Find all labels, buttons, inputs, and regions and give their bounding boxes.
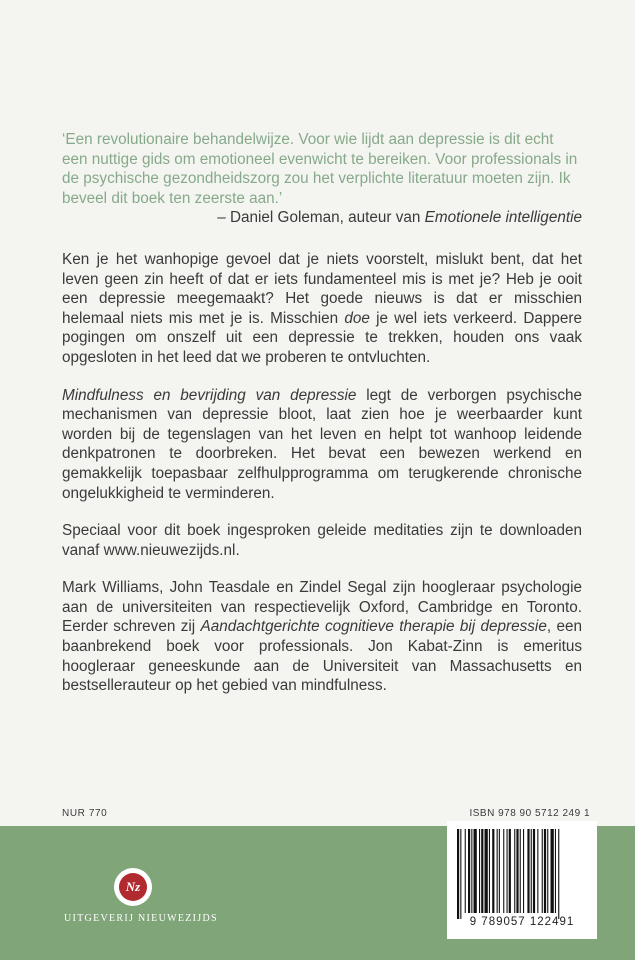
paragraph-intro-part1: Ken je het wanhopige gevoel dat je niets voorstelt, mislukt bent, dat het leven geen zin heeft of dat er iets fundamenteel mis is met je? Heb je ooit een depressie meegemaakt? Het goede nieuws is dat er misschien helemaal niets mis met je is. Misschien [62, 250, 582, 327]
barcode-bar [492, 829, 494, 913]
barcode-bar [468, 829, 470, 913]
body-text [62, 130, 582, 696]
paragraph-download: Speciaal voor dit boek ingesproken geleide meditaties zijn te downloaden vanaf www.nieuwezijds.nl. [62, 522, 582, 559]
barcode-bar [523, 829, 524, 913]
paragraph-description [62, 386, 582, 504]
barcode [447, 821, 597, 939]
barcode-bar [542, 829, 543, 913]
attribution-prefix: – Daniel Goleman, auteur van [217, 209, 425, 227]
barcode-bar [471, 829, 472, 913]
barcode-bar [547, 829, 548, 913]
barcode-bar [531, 829, 532, 913]
barcode-bar [479, 829, 480, 913]
paragraph-intro-emphasis: doe [344, 309, 370, 327]
isbn-label: ISBN 978 90 5712 249 1 [469, 808, 590, 819]
publisher-name: UITGEVERIJ NIEUWEZIJDS [64, 913, 218, 924]
barcode-bar [499, 829, 500, 913]
paragraph-intro [62, 250, 582, 368]
barcode-bar [474, 829, 477, 913]
barcode-bar [485, 829, 488, 913]
quote-attribution [62, 208, 582, 228]
nur-code: NUR 770 [62, 808, 108, 819]
paragraph-authors [62, 578, 582, 696]
barcode-bar [555, 829, 556, 913]
endorsement-quote [62, 130, 582, 228]
paragraph-intro-part2: je wel iets verkeerd. Dappere pogingen om onszelf uit een depressie te trekken, houden ons vaak opgesloten in het leed dat we proberen te ontvluchten. [62, 309, 582, 366]
paragraph-authors-part1: Mark Williams, John Teasdale en Zindel Segal zijn hoogleraar psychologie aan de universiteiten van respectievelijk Oxford, Cambridge en Toronto. Eerder schreven zij [62, 579, 582, 636]
attribution-book-title: Emotionele intelligentie [424, 209, 582, 227]
paragraph-description-text: legt de verborgen psychische mechanismen van depressie bloot, laat zien hoe je weerbaarder kunt worden bij de tegenslagen van het leven en helpt tot wanhoop leidende denkpatronen te doorbreken. Het bevat een bewezen werkend en gemakkelijk toepasbaar zelfhulpprogramma om terugkerende chronische ongelukkigheid te verminderen. [62, 386, 582, 502]
barcode-bar [520, 829, 521, 913]
barcode-bar [544, 829, 546, 913]
barcode-bar [507, 829, 508, 913]
quote-text: ‘Een revolutionaire behandelwijze. Voor wie lijdt aan depressie is dit echt een nuttige gids om emotioneel evenwicht te bereiken. Voor professionals in de psychische gezondheidszorg zou het verplichte literatuur moeten zijn. Ik beveel dit boek ten zeerste aan.’ [62, 131, 578, 207]
barcode-bar [514, 829, 515, 913]
barcode-bar [537, 829, 538, 913]
barcode-bar [558, 829, 559, 919]
barcode-number: 9 789057 122491 [469, 916, 575, 928]
barcode-bar [465, 829, 466, 913]
publisher-logo-icon [114, 868, 152, 906]
barcode-bar [497, 829, 498, 913]
barcode-bar [460, 829, 461, 919]
paragraph-authors-part2: , een baanbrekend boek voor professionals. Jon Kabat-Zinn is emeritus hoogleraar geneeskunde aan de Universiteit van Massachusetts en bestsellerauteur op het gebied van mindfulness. [62, 618, 582, 695]
barcode-bar [489, 829, 490, 913]
barcode-bar [481, 829, 483, 913]
barcode-bar [457, 829, 459, 919]
barcode-bar [533, 829, 535, 913]
book-title: Mindfulness en bevrijding van depressie [62, 386, 357, 404]
publisher-logo-text: Nz [119, 873, 147, 901]
barcode-bar [551, 829, 554, 913]
barcode-bar [527, 829, 529, 913]
barcode-bar [516, 829, 518, 913]
barcode-bar [509, 829, 511, 913]
earlier-book-title: Aandachtgerichte cognitieve therapie bij depressie [200, 618, 547, 636]
barcode-bar [503, 829, 504, 913]
